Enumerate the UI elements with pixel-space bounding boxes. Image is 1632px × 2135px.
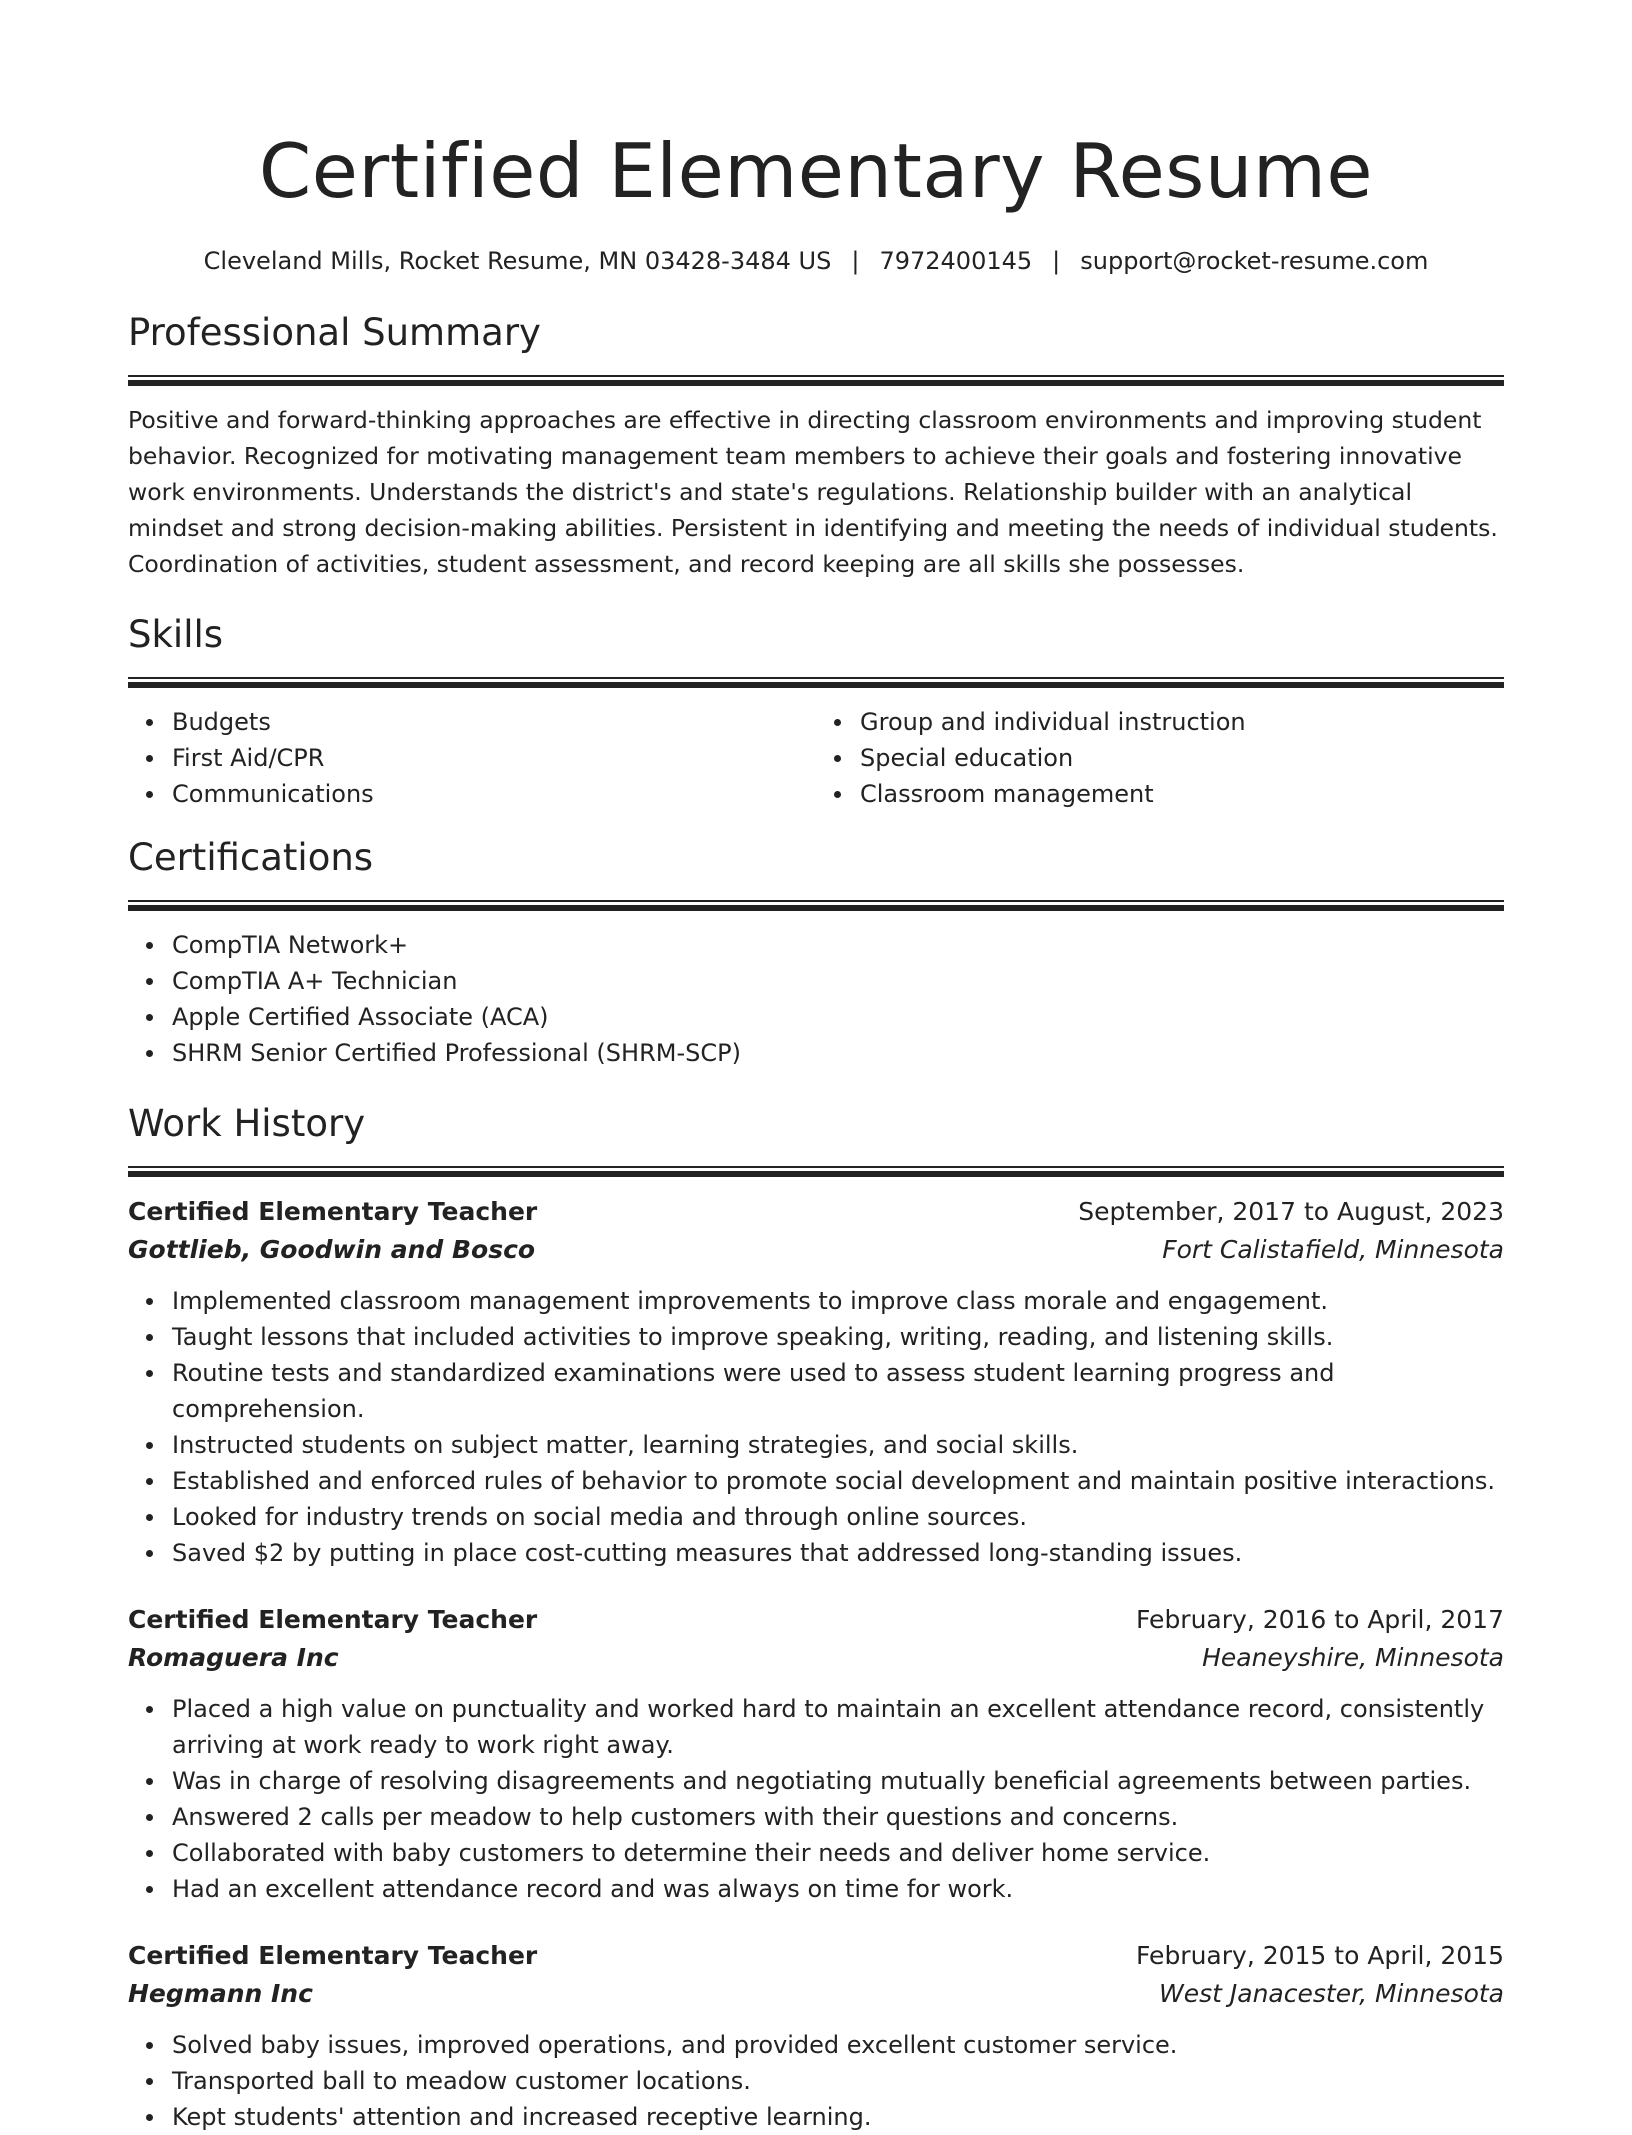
section-title-certifications: Certifications bbox=[128, 836, 374, 879]
list-item: Collaborated with baby customers to determine their needs and deliver home service. bbox=[172, 1835, 1504, 1871]
job-bullets bbox=[128, 1283, 1504, 1571]
list-item: Solved baby issues, improved operations, and provided excellent customer service. bbox=[172, 2027, 1504, 2063]
section-divider bbox=[128, 1166, 1504, 1177]
work-history-section bbox=[128, 1100, 1504, 2135]
job-header-row bbox=[128, 1193, 1504, 1231]
skills-grid bbox=[128, 704, 1504, 812]
job-company: Gottlieb, Goodwin and Bosco bbox=[128, 1235, 536, 1264]
list-item: Apple Certified Associate (ACA) bbox=[172, 999, 1504, 1035]
skills-column-right bbox=[816, 704, 1504, 812]
summary-text: Positive and forward-thinking approaches are effective in directing classroom environments and improving student behavior. Recognized for motivating management team members to achieve their goals and fostering innovative work environments. Understands the district's and state's regulations. Relationship builder with an analytical mindset and strong decision-making abilities. Persistent in identifying and meeting the needs of individual students. Coordination of activities, student assessment, and record keeping are all skills she possesses. bbox=[128, 406, 1498, 578]
job-company: Romaguera Inc bbox=[128, 1643, 339, 1672]
list-item: Placed a high value on punctuality and worked hard to maintain an excellent attendance record, consistently arriving at work ready to work right away. bbox=[172, 1691, 1504, 1763]
contact-separator: | bbox=[851, 247, 860, 275]
section-title-work-history: Work History bbox=[128, 1102, 366, 1145]
job-location: West Janacester, Minnesota bbox=[1159, 1979, 1504, 2008]
contact-email: support@rocket-resume.com bbox=[1080, 247, 1429, 275]
contact-separator: | bbox=[1052, 247, 1061, 275]
job-company: Hegmann Inc bbox=[128, 1979, 313, 2008]
job-header-row bbox=[128, 1937, 1504, 1975]
job-subheader-row bbox=[128, 1231, 1504, 1269]
skills-section bbox=[128, 611, 1504, 812]
job-header-row bbox=[128, 1601, 1504, 1639]
job-entry bbox=[128, 1193, 1504, 1571]
list-item: Established and enforced rules of behavior to promote social development and maintain positive interactions. bbox=[172, 1463, 1504, 1499]
list-item: Kept students' attention and increased receptive learning. bbox=[172, 2099, 1504, 2135]
summary-section bbox=[128, 309, 1504, 582]
certifications-section bbox=[128, 834, 1504, 1071]
list-item: Taught lessons that included activities to improve speaking, writing, reading, and listening skills. bbox=[172, 1319, 1504, 1355]
job-location: Heaneyshire, Minnesota bbox=[1202, 1643, 1504, 1672]
list-item: First Aid/CPR bbox=[172, 740, 816, 776]
contact-phone: 7972400145 bbox=[879, 247, 1033, 275]
job-dates: February, 2016 to April, 2017 bbox=[1136, 1605, 1504, 1634]
list-item: Classroom management bbox=[860, 776, 1504, 812]
list-item: Group and individual instruction bbox=[860, 704, 1504, 740]
job-dates: September, 2017 to August, 2023 bbox=[1078, 1197, 1504, 1226]
list-item: CompTIA Network+ bbox=[172, 927, 1504, 963]
list-item: Implemented classroom management improvements to improve class morale and engagement. bbox=[172, 1283, 1504, 1319]
job-entry bbox=[128, 1937, 1504, 2135]
resume-name: Certified Elementary Resume bbox=[258, 127, 1374, 215]
skills-column-left bbox=[128, 704, 816, 812]
certifications-list bbox=[128, 927, 1504, 1071]
list-item: Had an excellent attendance record and was always on time for work. bbox=[172, 1871, 1504, 1907]
job-bullets bbox=[128, 2027, 1504, 2135]
section-title-summary: Professional Summary bbox=[128, 311, 541, 354]
contact-line bbox=[128, 246, 1504, 276]
section-divider bbox=[128, 677, 1504, 688]
list-item: CompTIA A+ Technician bbox=[172, 963, 1504, 999]
section-divider bbox=[128, 900, 1504, 911]
list-item: Instructed students on subject matter, learning strategies, and social skills. bbox=[172, 1427, 1504, 1463]
list-item: Saved $2 by putting in place cost-cutting measures that addressed long-standing issues. bbox=[172, 1535, 1504, 1571]
contact-address: Cleveland Mills, Rocket Resume, MN 03428-3484 US bbox=[203, 247, 832, 275]
job-location: Fort Calistafield, Minnesota bbox=[1162, 1235, 1504, 1264]
job-title: Certified Elementary Teacher bbox=[128, 1197, 538, 1226]
list-item: Was in charge of resolving disagreements and negotiating mutually beneficial agreements between parties. bbox=[172, 1763, 1504, 1799]
job-dates: February, 2015 to April, 2015 bbox=[1136, 1941, 1504, 1970]
list-item: Looked for industry trends on social media and through online sources. bbox=[172, 1499, 1504, 1535]
list-item: Routine tests and standardized examinations were used to assess student learning progress and comprehension. bbox=[172, 1355, 1504, 1427]
job-title: Certified Elementary Teacher bbox=[128, 1605, 538, 1634]
job-entry bbox=[128, 1601, 1504, 1907]
list-item: Special education bbox=[860, 740, 1504, 776]
list-item: Budgets bbox=[172, 704, 816, 740]
job-title: Certified Elementary Teacher bbox=[128, 1941, 538, 1970]
job-subheader-row bbox=[128, 1639, 1504, 1677]
list-item: Answered 2 calls per meadow to help customers with their questions and concerns. bbox=[172, 1799, 1504, 1835]
list-item: Transported ball to meadow customer locations. bbox=[172, 2063, 1504, 2099]
list-item: SHRM Senior Certified Professional (SHRM-SCP) bbox=[172, 1035, 1504, 1071]
job-subheader-row bbox=[128, 1975, 1504, 2013]
section-divider bbox=[128, 375, 1504, 386]
section-title-skills: Skills bbox=[128, 613, 224, 656]
job-bullets bbox=[128, 1691, 1504, 1907]
list-item: Communications bbox=[172, 776, 816, 812]
